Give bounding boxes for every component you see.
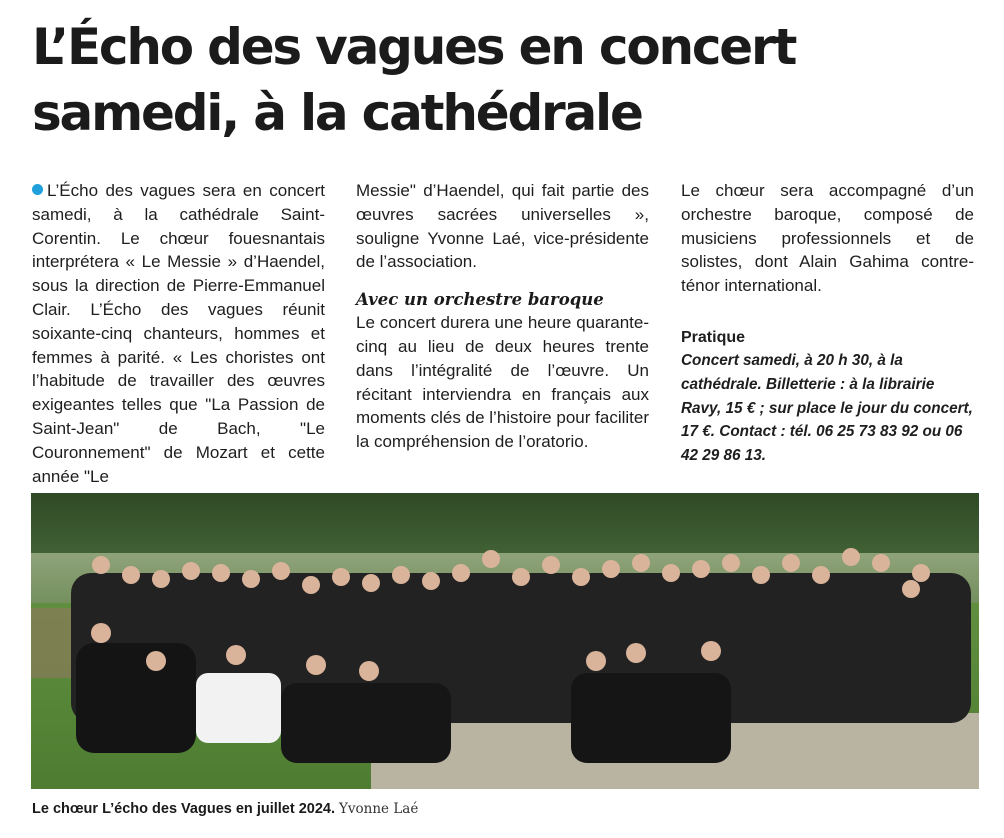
photo-credit: Yvonne Laé xyxy=(339,801,419,817)
headline-line1: L’Écho des vagues en concert xyxy=(32,18,796,76)
pratique-title: Pratique xyxy=(681,328,746,346)
column-2-text: Messie" d’Haendel, qui fait partie des œuvres sacrées universelles », souligne Yvonne Laé, vice-présidente de l’association. xyxy=(356,181,649,272)
pratique-text: Concert samedi, à 20 h 30, à la cathédrale. Billetterie : à la librairie Ravy, 15 € ; sur place le jour du concert, 17 €. Contact : tél. 06 25 73 83 92 ou 06 42 29 86 13. xyxy=(681,351,973,465)
choir-photo xyxy=(31,493,979,789)
article-column-1 xyxy=(32,179,325,488)
caption-text: Le chœur L’écho des Vagues en juillet 2024. xyxy=(32,801,335,817)
subheading: Avec un orchestre baroque xyxy=(356,290,604,310)
column-3-text: Le chœur sera accompagné d’un orchestre baroque, composé de musiciens professionnels et de solistes, dont Alain Gahima contre-ténor international. xyxy=(681,181,974,296)
lead-paragraph xyxy=(32,179,325,488)
article-column-2 xyxy=(356,179,649,454)
bullet-dot-icon xyxy=(32,184,43,195)
article-column-3 xyxy=(681,179,974,468)
choir-photo-illustration xyxy=(31,493,979,789)
headline xyxy=(32,14,972,146)
column-1-text: L’Écho des vagues sera en concert samedi, à la cathédrale Saint-Corentin. Le chœur fouesnantais interprétera « Le Messie » d’Haendel, sous la direction de Pierre-Emmanuel Clair. L’Écho des vagues réunit soixante-cinq chanteurs, hommes et femmes à parité. « Les choristes ont l’habitude de travailler des œuvres exigeantes telles que "La Passion de Saint-Jean" de Bach, "Le Couronnement" de Mozart et cette année "Le xyxy=(32,181,325,486)
photo-caption xyxy=(32,799,418,819)
column-2-text-2: Le concert durera une heure quarante-cinq au lieu de deux heures trente dans l’intégralité de l’œuvre. Un récitant interviendra en français aux moments clés de l’histoire pour faciliter la compréhension de l’oratorio. xyxy=(356,313,649,452)
headline-line2: samedi, à la cathédrale xyxy=(32,84,642,142)
